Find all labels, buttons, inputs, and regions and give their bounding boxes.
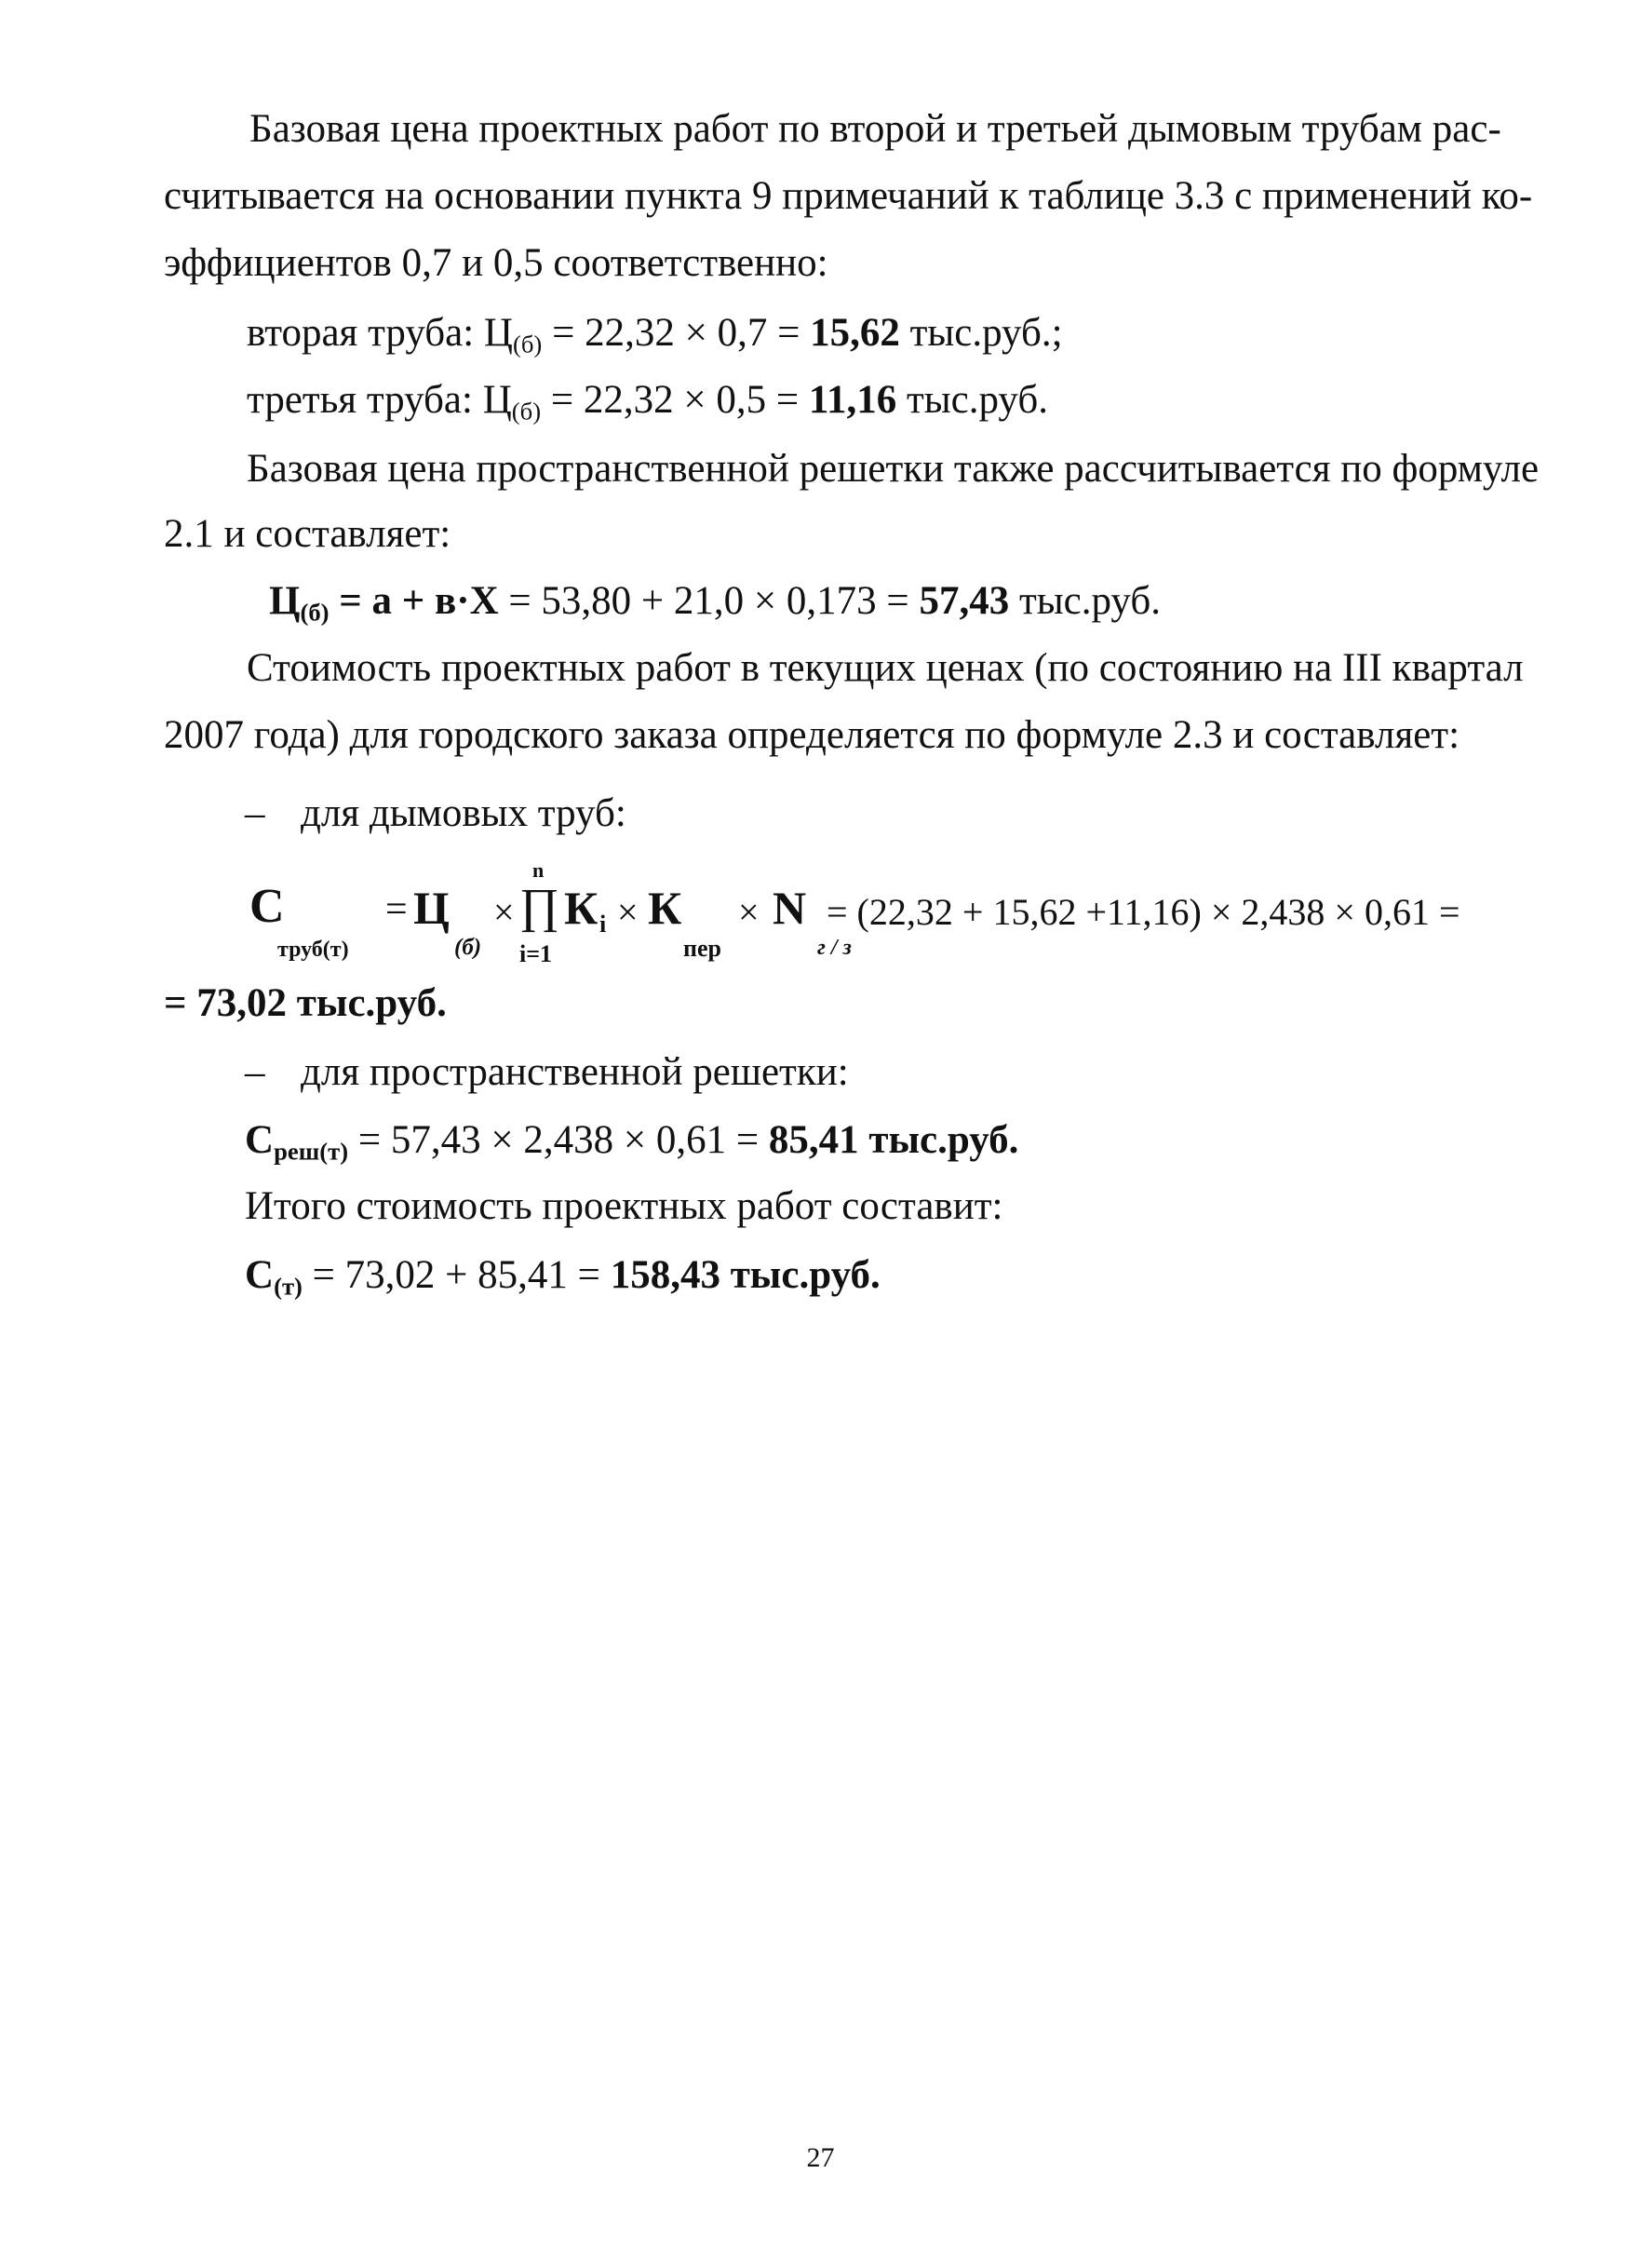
paragraph-3-line-1: Стоимость проектных работ в текущих ценах (по состоянию на III квартал: [247, 646, 1524, 690]
total-sub: (т): [274, 1272, 303, 1301]
list-item-pipes: [245, 788, 626, 840]
second-pipe-symbol: Ц: [483, 311, 513, 355]
formula-k: К: [564, 882, 599, 934]
grid-cost-symbol: С: [245, 1118, 275, 1162]
list-item-pipes-text: для дымовых труб:: [301, 791, 626, 835]
second-pipe-result: 15,62: [810, 311, 900, 355]
grid-base-expr: = 53,80 + 21,0 × 0,173 =: [508, 579, 920, 623]
grid-base-line: [269, 575, 1161, 628]
second-pipe-line: [247, 307, 1063, 359]
formula-ts-sub: (б): [454, 935, 482, 960]
formula-k2-sub: пер: [683, 935, 721, 962]
total-label: Итого стоимость проектных работ составит:: [245, 1184, 1003, 1228]
grid-cost-line: [245, 1114, 1018, 1167]
total-symbol: С: [245, 1253, 275, 1297]
grid-cost-expr: = 57,43 × 2,438 × 0,61 =: [348, 1118, 769, 1162]
formula-n: N: [773, 882, 807, 934]
formula-times-3: ×: [738, 891, 760, 933]
formula-times-1: ×: [493, 891, 515, 933]
paragraph-2-line-1: Базовая цена пространственной решетки также рассчитывается по формуле: [247, 447, 1540, 491]
third-pipe-expr: = 22,32 × 0,5 =: [541, 378, 809, 422]
formula-k-sub: i: [599, 911, 607, 938]
formula-c: С: [249, 880, 285, 933]
formula-rest: = (22,32 + 15,62 +11,16) × 2,438 × 0,61 =: [827, 891, 1460, 933]
formula-c-sub: труб(т): [277, 938, 349, 962]
formula-n-sub: г / з: [817, 936, 852, 960]
formula-times-2: ×: [617, 891, 639, 933]
third-pipe-unit: тыс.руб.: [896, 378, 1048, 422]
list-item-grid-text: для пространственной решетки:: [301, 1050, 849, 1094]
total-line: [245, 1249, 881, 1302]
paragraph-1-line-3: эффициентов 0,7 и 0,5 соответственно:: [164, 241, 828, 285]
third-pipe-result: 11,16: [808, 378, 897, 422]
paragraph-1-line-1: Базовая цена проектных работ по второй и третьей дымовым трубам рас-: [249, 107, 1501, 151]
third-pipe-sub: (б): [511, 397, 542, 425]
pipes-cost-formula: [249, 845, 1506, 966]
second-pipe-sub: (б): [512, 330, 543, 358]
formula-prod-symbol: ∏: [519, 880, 559, 933]
third-pipe-line: [247, 374, 1048, 426]
third-pipe-label: третья труба:: [247, 378, 483, 422]
pipes-cost-result: = 73,02 тыс.руб.: [164, 981, 447, 1025]
list-item-grid: [245, 1046, 849, 1099]
total-result: 158,43 тыс.руб.: [610, 1253, 881, 1297]
grid-base-symbol: Ц: [269, 579, 301, 623]
formula-prod-top: n: [532, 858, 545, 882]
third-pipe-symbol: Ц: [482, 378, 512, 422]
formula-prod-bottom: i=1: [519, 940, 553, 967]
grid-cost-sub: реш(т): [274, 1137, 349, 1166]
list-dash: –: [245, 791, 265, 835]
grid-cost-result: 85,41 тыс.руб.: [768, 1118, 1019, 1162]
second-pipe-label: вторая труба:: [247, 311, 484, 355]
paragraph-3-line-2: 2007 года) для городского заказа определяется по формуле 2.3 и составляет:: [164, 713, 1460, 757]
second-pipe-unit: тыс.руб.;: [899, 311, 1063, 355]
grid-base-result: 57,43: [919, 579, 1010, 623]
formula-ts: Ц: [413, 882, 450, 934]
formula-eq: =: [385, 888, 408, 931]
list-dash: –: [245, 1050, 265, 1094]
grid-base-sub: (б): [300, 598, 330, 627]
grid-base-unit: тыс.руб.: [1009, 579, 1161, 623]
paragraph-2-line-2: 2.1 и составляет:: [164, 512, 451, 556]
second-pipe-expr: = 22,32 × 0,7 =: [542, 311, 811, 355]
formula-k2: К: [648, 882, 682, 934]
page-number: 27: [806, 2142, 835, 2173]
grid-base-formula: = а + в·Х: [329, 579, 509, 623]
paragraph-1-line-2: считывается на основании пункта 9 примечаний к таблице 3.3 с применений ко-: [164, 174, 1533, 218]
total-expr: = 73,02 + 85,41 =: [302, 1253, 611, 1297]
